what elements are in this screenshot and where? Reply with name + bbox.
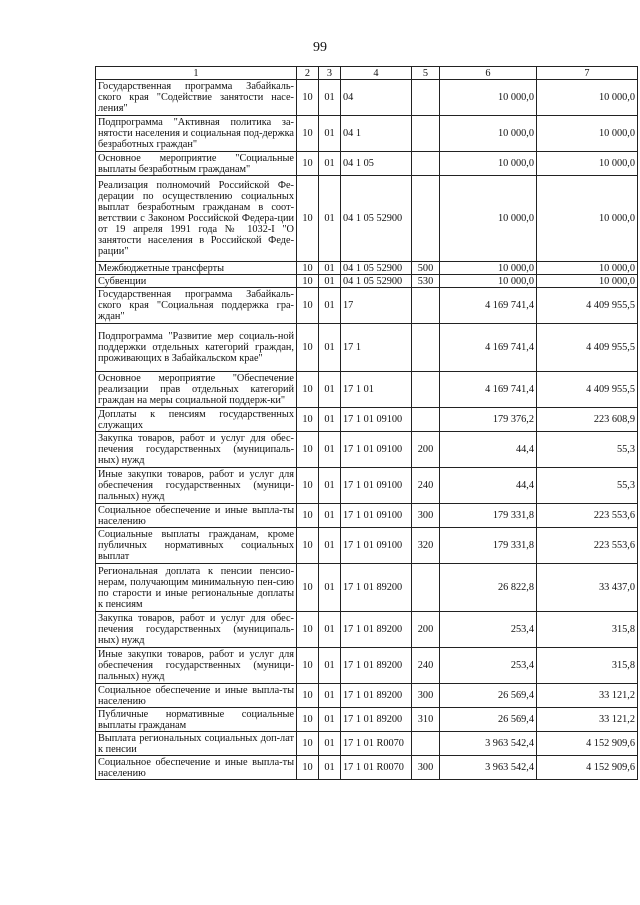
row-amount-year2: 10 000,0 <box>537 176 638 262</box>
row-subsection: 01 <box>319 176 341 262</box>
row-amount-year1: 3 963 542,4 <box>440 732 537 756</box>
row-expense-type <box>412 288 440 324</box>
row-amount-year1: 10 000,0 <box>440 80 537 116</box>
row-subsection: 01 <box>319 408 341 432</box>
row-amount-year2: 315,8 <box>537 612 638 648</box>
row-section: 10 <box>297 288 319 324</box>
row-amount-year1: 4 169 741,4 <box>440 372 537 408</box>
table-row <box>96 275 638 288</box>
row-name: Региональная доплата к пенсии пенсио-нерам, получающим минимальную пен-сию по старости и иные региональные доплаты к пенсиям <box>96 564 297 612</box>
row-name: Государственная программа Забайкаль-ского края "Содействие занятости насе-ления" <box>96 80 297 116</box>
row-name: Реализация полномочий Российской Фе-дерации по осуществлению социальных выплат безработным гражданам в соот-ветствии с Законом Российской Федера-ции от 19 апреля 1991 года № 1032-I "О занятости населения в Российской Феде-рации" <box>96 176 297 262</box>
row-section: 10 <box>297 468 319 504</box>
table-row <box>96 708 638 732</box>
row-expense-type <box>412 408 440 432</box>
row-amount-year2: 4 409 955,5 <box>537 324 638 372</box>
row-section: 10 <box>297 432 319 468</box>
row-subsection: 01 <box>319 648 341 684</box>
row-name: Иные закупки товаров, работ и услуг для обеспечения государственных (муници-пальных) нужд <box>96 468 297 504</box>
row-section: 10 <box>297 756 319 780</box>
row-expense-type: 310 <box>412 708 440 732</box>
row-name: Подпрограмма "Развитие мер социаль-ной поддержки отдельных категорий граждан, проживающих в Забайкальском крае" <box>96 324 297 372</box>
row-section: 10 <box>297 708 319 732</box>
row-name: Публичные нормативные социальные выплаты гражданам <box>96 708 297 732</box>
row-target-article: 17 1 01 89200 <box>341 708 412 732</box>
row-target-article: 17 1 01 89200 <box>341 648 412 684</box>
row-amount-year2: 223 553,6 <box>537 504 638 528</box>
row-subsection: 01 <box>319 432 341 468</box>
row-name: Доплаты к пенсиям государственных служащих <box>96 408 297 432</box>
row-subsection: 01 <box>319 564 341 612</box>
row-amount-year1: 10 000,0 <box>440 275 537 288</box>
row-target-article: 17 1 01 09100 <box>341 408 412 432</box>
row-target-article: 17 1 01 R0070 <box>341 756 412 780</box>
row-expense-type: 500 <box>412 262 440 275</box>
row-amount-year1: 26 569,4 <box>440 708 537 732</box>
row-subsection: 01 <box>319 262 341 275</box>
table-row <box>96 152 638 176</box>
row-amount-year1: 179 331,8 <box>440 504 537 528</box>
row-target-article: 04 1 05 52900 <box>341 275 412 288</box>
row-amount-year2: 10 000,0 <box>537 275 638 288</box>
table-row <box>96 612 638 648</box>
row-amount-year1: 26 569,4 <box>440 684 537 708</box>
row-name: Основное мероприятие "Обеспечение реализации прав отдельных категорий граждан на меры социальной поддерж-ки" <box>96 372 297 408</box>
row-expense-type <box>412 732 440 756</box>
row-name: Подпрограмма "Активная политика за-нятости населения и социальная под-держка безработных граждан" <box>96 116 297 152</box>
row-section: 10 <box>297 732 319 756</box>
row-expense-type <box>412 80 440 116</box>
row-name: Социальные выплаты гражданам, кроме публичных нормативных социальных выплат <box>96 528 297 564</box>
row-target-article: 04 1 05 52900 <box>341 262 412 275</box>
row-subsection: 01 <box>319 152 341 176</box>
row-expense-type: 200 <box>412 612 440 648</box>
row-section: 10 <box>297 262 319 275</box>
row-section: 10 <box>297 116 319 152</box>
row-amount-year2: 10 000,0 <box>537 262 638 275</box>
row-target-article: 04 1 05 <box>341 152 412 176</box>
row-amount-year1: 4 169 741,4 <box>440 288 537 324</box>
row-subsection: 01 <box>319 708 341 732</box>
row-subsection: 01 <box>319 732 341 756</box>
row-target-article: 17 1 01 09100 <box>341 432 412 468</box>
table-body <box>96 80 638 780</box>
table-row <box>96 324 638 372</box>
table-row <box>96 504 638 528</box>
table-row <box>96 528 638 564</box>
row-section: 10 <box>297 504 319 528</box>
row-section: 10 <box>297 684 319 708</box>
row-section: 10 <box>297 528 319 564</box>
row-subsection: 01 <box>319 756 341 780</box>
row-target-article: 04 1 05 52900 <box>341 176 412 262</box>
table-row <box>96 432 638 468</box>
row-expense-type: 300 <box>412 504 440 528</box>
header-cell: 3 <box>319 67 341 80</box>
row-expense-type: 240 <box>412 648 440 684</box>
row-section: 10 <box>297 176 319 262</box>
row-subsection: 01 <box>319 612 341 648</box>
row-amount-year2: 4 409 955,5 <box>537 288 638 324</box>
row-name: Государственная программа Забайкаль-ского края "Социальная поддержка гра-ждан" <box>96 288 297 324</box>
row-name: Социальное обеспечение и иные выпла-ты населению <box>96 756 297 780</box>
row-expense-type <box>412 176 440 262</box>
row-amount-year2: 55,3 <box>537 468 638 504</box>
row-amount-year2: 33 437,0 <box>537 564 638 612</box>
row-target-article: 17 1 01 09100 <box>341 528 412 564</box>
row-amount-year2: 223 553,6 <box>537 528 638 564</box>
row-section: 10 <box>297 80 319 116</box>
row-name: Межбюджетные трансферты <box>96 262 297 275</box>
row-expense-type <box>412 116 440 152</box>
row-amount-year1: 253,4 <box>440 612 537 648</box>
page-number: 99 <box>313 40 327 55</box>
row-name: Социальное обеспечение и иные выпла-ты населению <box>96 684 297 708</box>
table-row <box>96 564 638 612</box>
row-amount-year1: 10 000,0 <box>440 176 537 262</box>
row-amount-year1: 179 376,2 <box>440 408 537 432</box>
row-name: Иные закупки товаров, работ и услуг для обеспечения государственных (муници-пальных) нужд <box>96 648 297 684</box>
header-row <box>96 67 638 80</box>
row-target-article: 04 1 <box>341 116 412 152</box>
row-expense-type: 200 <box>412 432 440 468</box>
row-target-article: 04 <box>341 80 412 116</box>
row-subsection: 01 <box>319 504 341 528</box>
row-amount-year1: 3 963 542,4 <box>440 756 537 780</box>
row-amount-year2: 33 121,2 <box>537 684 638 708</box>
row-amount-year1: 10 000,0 <box>440 116 537 152</box>
row-amount-year1: 44,4 <box>440 432 537 468</box>
row-amount-year1: 10 000,0 <box>440 152 537 176</box>
row-amount-year2: 33 121,2 <box>537 708 638 732</box>
row-target-article: 17 1 01 R0070 <box>341 732 412 756</box>
row-amount-year2: 315,8 <box>537 648 638 684</box>
row-expense-type: 530 <box>412 275 440 288</box>
row-section: 10 <box>297 152 319 176</box>
row-amount-year2: 55,3 <box>537 432 638 468</box>
row-subsection: 01 <box>319 468 341 504</box>
table-row <box>96 468 638 504</box>
table-row <box>96 732 638 756</box>
row-amount-year2: 223 608,9 <box>537 408 638 432</box>
row-section: 10 <box>297 564 319 612</box>
row-name: Субвенции <box>96 275 297 288</box>
table-row <box>96 372 638 408</box>
row-section: 10 <box>297 648 319 684</box>
table-row <box>96 408 638 432</box>
row-name: Основное мероприятие "Социальные выплаты безработным гражданам" <box>96 152 297 176</box>
row-expense-type: 320 <box>412 528 440 564</box>
row-target-article: 17 1 01 09100 <box>341 504 412 528</box>
table-row <box>96 288 638 324</box>
row-target-article: 17 1 01 89200 <box>341 564 412 612</box>
row-amount-year2: 4 152 909,6 <box>537 732 638 756</box>
row-subsection: 01 <box>319 80 341 116</box>
row-target-article: 17 1 01 09100 <box>341 468 412 504</box>
row-amount-year1: 10 000,0 <box>440 262 537 275</box>
row-section: 10 <box>297 372 319 408</box>
row-amount-year1: 4 169 741,4 <box>440 324 537 372</box>
table-row <box>96 176 638 262</box>
row-expense-type <box>412 152 440 176</box>
row-subsection: 01 <box>319 528 341 564</box>
row-expense-type: 300 <box>412 684 440 708</box>
row-subsection: 01 <box>319 288 341 324</box>
row-target-article: 17 1 <box>341 324 412 372</box>
row-target-article: 17 <box>341 288 412 324</box>
row-section: 10 <box>297 324 319 372</box>
row-amount-year2: 10 000,0 <box>537 116 638 152</box>
header-cell: 5 <box>412 67 440 80</box>
row-target-article: 17 1 01 <box>341 372 412 408</box>
row-amount-year2: 10 000,0 <box>537 152 638 176</box>
header-cell: 2 <box>297 67 319 80</box>
row-target-article: 17 1 01 89200 <box>341 612 412 648</box>
row-section: 10 <box>297 408 319 432</box>
row-expense-type: 240 <box>412 468 440 504</box>
header-cell: 1 <box>96 67 297 80</box>
header-cell: 6 <box>440 67 537 80</box>
row-expense-type: 300 <box>412 756 440 780</box>
table-row <box>96 648 638 684</box>
row-name: Социальное обеспечение и иные выпла-ты населению <box>96 504 297 528</box>
row-name: Выплата региональных социальных доп-лат к пенсии <box>96 732 297 756</box>
row-section: 10 <box>297 275 319 288</box>
row-amount-year2: 4 409 955,5 <box>537 372 638 408</box>
row-expense-type <box>412 372 440 408</box>
row-amount-year2: 10 000,0 <box>537 80 638 116</box>
row-subsection: 01 <box>319 324 341 372</box>
header-cell: 7 <box>537 67 638 80</box>
row-subsection: 01 <box>319 275 341 288</box>
row-amount-year2: 4 152 909,6 <box>537 756 638 780</box>
table-row <box>96 684 638 708</box>
row-amount-year1: 26 822,8 <box>440 564 537 612</box>
row-subsection: 01 <box>319 684 341 708</box>
row-amount-year1: 44,4 <box>440 468 537 504</box>
table-row <box>96 80 638 116</box>
table-row <box>96 262 638 275</box>
row-amount-year1: 253,4 <box>440 648 537 684</box>
row-name: Закупка товаров, работ и услуг для обес-печения государственных (муниципаль-ных) нужд <box>96 432 297 468</box>
row-section: 10 <box>297 612 319 648</box>
row-target-article: 17 1 01 89200 <box>341 684 412 708</box>
table-row <box>96 116 638 152</box>
table-row <box>96 756 638 780</box>
row-expense-type <box>412 564 440 612</box>
row-subsection: 01 <box>319 116 341 152</box>
row-subsection: 01 <box>319 372 341 408</box>
row-expense-type <box>412 324 440 372</box>
budget-table <box>95 66 638 780</box>
row-name: Закупка товаров, работ и услуг для обес-печения государственных (муниципаль-ных) нужд <box>96 612 297 648</box>
header-cell: 4 <box>341 67 412 80</box>
row-amount-year1: 179 331,8 <box>440 528 537 564</box>
